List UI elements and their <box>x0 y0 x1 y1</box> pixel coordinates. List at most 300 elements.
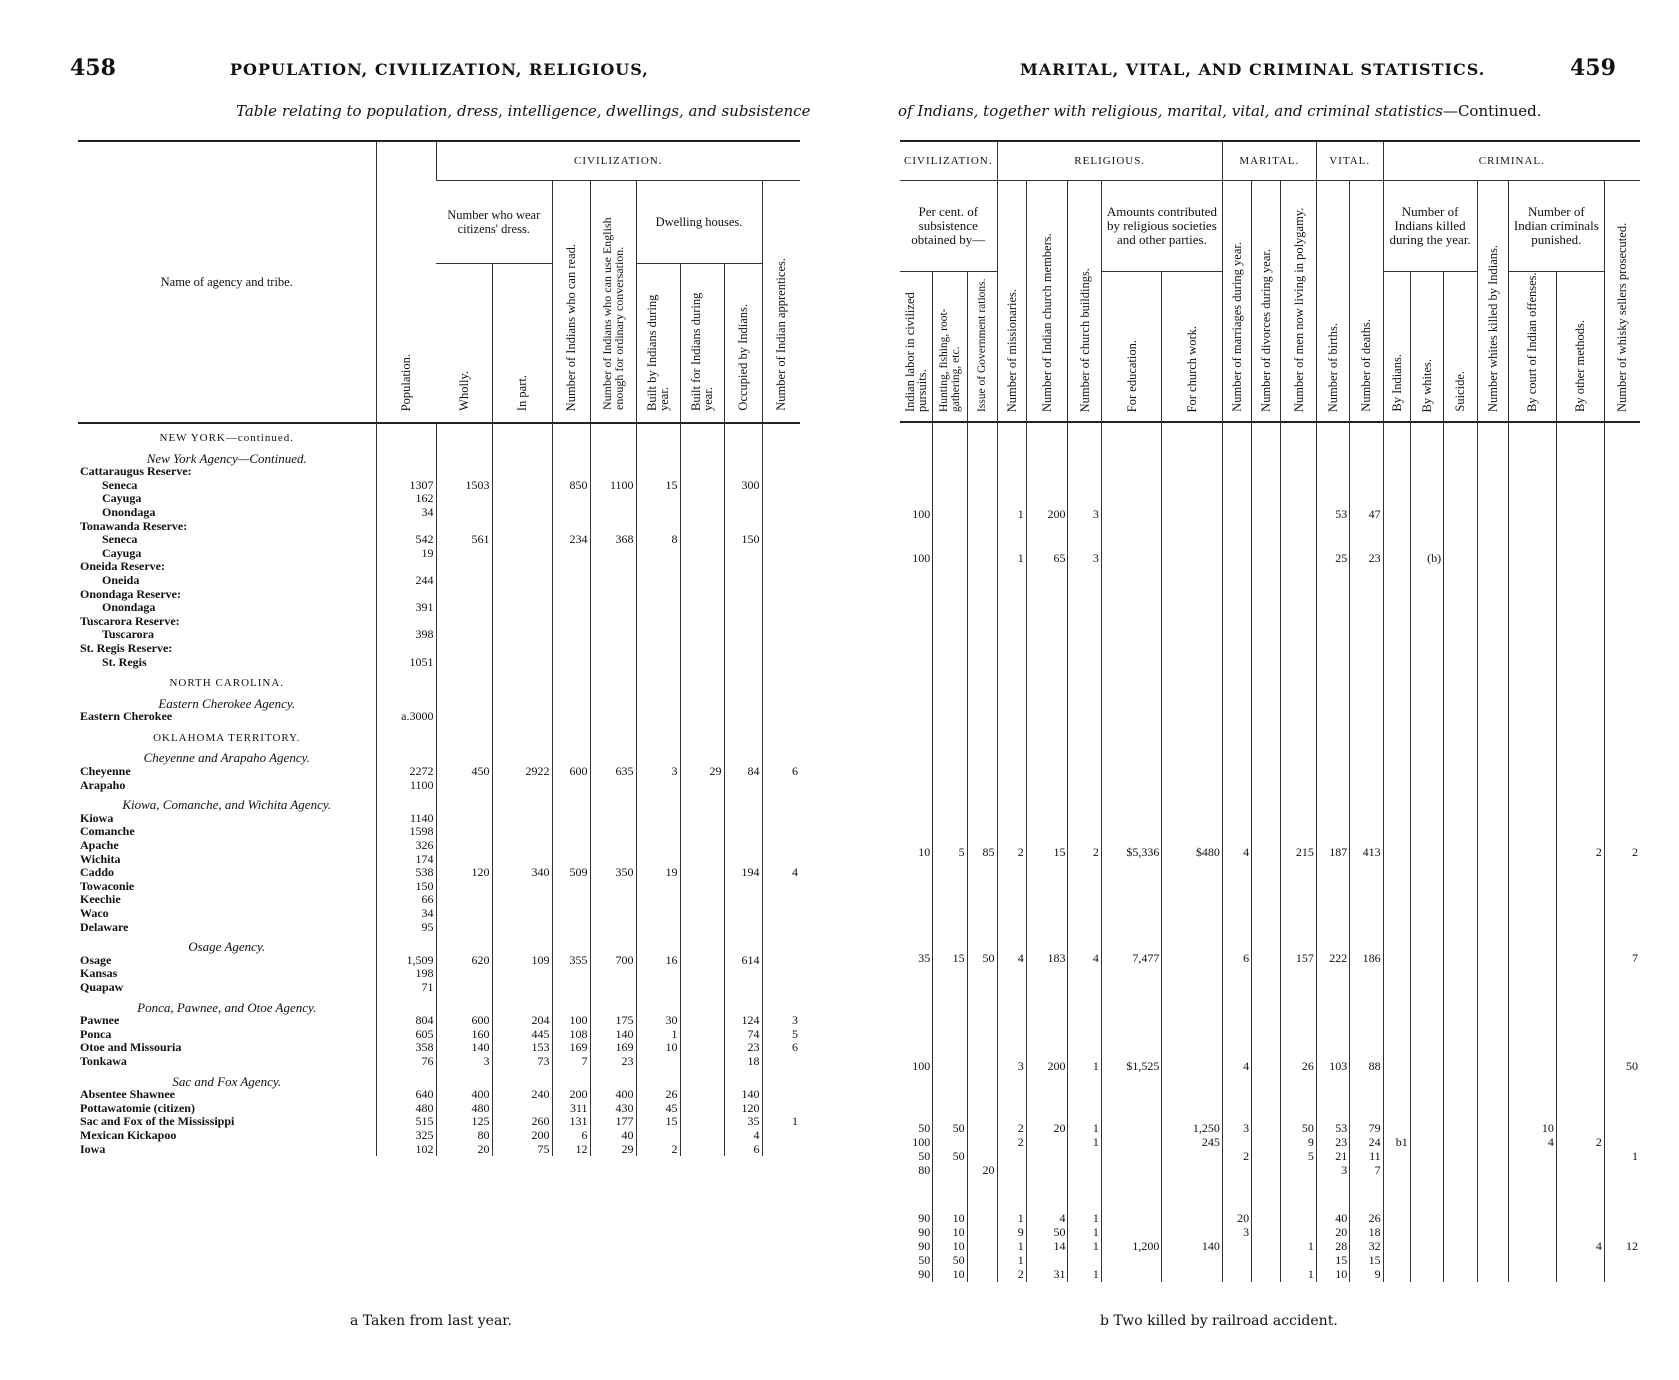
cell-built-for <box>680 628 724 642</box>
cell-appr <box>762 533 800 547</box>
cell-wholly <box>436 588 492 602</box>
cell-english <box>590 574 636 588</box>
cell-in-part <box>492 995 552 1015</box>
cell-births: 53 <box>1316 422 1349 522</box>
cell-hunting: 10 <box>933 1240 967 1254</box>
cell-whites-killed <box>1477 1226 1508 1240</box>
cell-whites-killed <box>1477 1254 1508 1268</box>
row-label: Absentee Shawnee <box>80 1087 175 1102</box>
cell-births: 53 <box>1316 1074 1349 1136</box>
cell-by-court <box>1508 686 1556 710</box>
header-killed: Number of Indians killed during the year. <box>1383 181 1477 272</box>
cell-members: 200 <box>1026 422 1068 522</box>
cell-births: 103 <box>1316 966 1349 1074</box>
row-label: Oneida Reserve: <box>80 559 165 574</box>
cell-by-court <box>1508 860 1556 966</box>
cell-missionaries: 2 <box>997 710 1026 860</box>
header-by-indians: By Indians. <box>1389 354 1404 412</box>
cell-built-by <box>636 601 680 615</box>
footnote-right: b Two killed by railroad accident. <box>1100 1313 1338 1329</box>
table-row <box>78 1102 800 1116</box>
cell-in-part <box>492 839 552 853</box>
cell-suicide <box>1444 566 1477 590</box>
cell-deaths: 15 <box>1350 1254 1383 1268</box>
cell-by-whites <box>1410 590 1443 614</box>
cell-occupied: 74 <box>724 1028 762 1042</box>
cell-church <box>1162 966 1223 1074</box>
table-row <box>900 566 1640 590</box>
cell-rations <box>967 522 997 566</box>
cell-hunting: 10 <box>933 1178 967 1226</box>
cell-whites-killed <box>1477 1240 1508 1254</box>
cell-education <box>1101 1178 1162 1226</box>
cell-buildings: 2 <box>1068 710 1101 860</box>
cell-hunting: 50 <box>933 1150 967 1164</box>
cell-in-part: 75 <box>492 1143 552 1157</box>
cell-whites-killed <box>1477 590 1508 614</box>
cell-english <box>590 853 636 867</box>
cell-births: 40 <box>1316 1178 1349 1226</box>
cell-by-whites <box>1410 1178 1443 1226</box>
cell-missionaries: 1 <box>997 1240 1026 1254</box>
cell-appr <box>762 724 800 746</box>
cell-in-part <box>492 812 552 826</box>
cell-whisky <box>1604 1136 1640 1150</box>
cell-english <box>590 907 636 921</box>
cell-english: 169 <box>590 1041 636 1055</box>
cell-whites-killed <box>1477 860 1508 966</box>
cell-whites-killed <box>1477 1164 1508 1178</box>
cell-pop: 804 <box>376 1014 436 1028</box>
cell-births: 15 <box>1316 1254 1349 1268</box>
cell-wholly <box>436 423 492 446</box>
cell-polygamy: 50 <box>1281 1074 1316 1136</box>
row-label: OKLAHOMA TERRITORY. <box>153 731 301 744</box>
cell-marriages <box>1222 638 1251 662</box>
cell-pop: 76 <box>376 1055 436 1069</box>
cell-in-part: 240 <box>492 1088 552 1102</box>
cell-births: 222 <box>1316 860 1349 966</box>
cell-built-by: 16 <box>636 954 680 968</box>
header-divorces: Number of divorces during year. <box>1259 249 1274 412</box>
cell-by-court <box>1508 1240 1556 1254</box>
cell-appr <box>762 967 800 981</box>
row-label: Onondaga Reserve: <box>80 586 181 601</box>
cell-by-indians <box>1383 566 1410 590</box>
cell-appr: 1 <box>762 1115 800 1129</box>
cell-deaths <box>1350 566 1383 590</box>
cell-missionaries <box>997 590 1026 614</box>
cell-english <box>590 601 636 615</box>
cell-built-for <box>680 520 724 534</box>
cell-in-part <box>492 893 552 907</box>
cell-church <box>1162 566 1223 590</box>
cell-missionaries <box>997 1150 1026 1164</box>
header-by-court: By court of Indian offenses. <box>1525 272 1540 412</box>
cell-occupied <box>724 601 762 615</box>
cell-english <box>590 934 636 954</box>
cell-marriages <box>1222 1136 1251 1150</box>
table-row <box>78 954 800 968</box>
cell-whites-killed <box>1477 614 1508 638</box>
cell-built-by: 2 <box>636 1143 680 1157</box>
page-number-left: 458 <box>70 55 116 81</box>
cell-deaths <box>1350 638 1383 662</box>
cell-rations <box>967 662 997 686</box>
cell-church <box>1162 686 1223 710</box>
cell-by-other <box>1556 1226 1604 1240</box>
cell-pop <box>376 792 436 812</box>
cell-buildings <box>1068 1150 1101 1164</box>
table-row <box>78 446 800 466</box>
cell-by-court <box>1508 614 1556 638</box>
header-marital: MARITAL. <box>1222 142 1316 181</box>
cell-built-by <box>636 615 680 629</box>
cell-labor: 80 <box>918 1163 931 1178</box>
running-head-right: MARITAL, VITAL, AND CRIMINAL STATISTICS. <box>1020 60 1486 79</box>
cell-divorces <box>1252 1136 1281 1150</box>
cell-occupied <box>724 880 762 894</box>
cell-rations <box>967 590 997 614</box>
cell-marriages <box>1222 1268 1251 1282</box>
cell-built-for <box>680 967 724 981</box>
row-label: Kiowa, Comanche, and Wichita Agency. <box>122 797 332 813</box>
table-row <box>900 590 1640 614</box>
right-table <box>900 142 1640 1282</box>
cell-pop: 480 <box>376 1102 436 1116</box>
cell-buildings: 3 <box>1068 422 1101 522</box>
cell-pop: 1307 <box>376 479 436 493</box>
cell-by-whites <box>1410 1254 1443 1268</box>
cell-wholly <box>436 934 492 954</box>
cell-built-by <box>636 934 680 954</box>
cell-occupied <box>724 492 762 506</box>
cell-buildings <box>1068 686 1101 710</box>
table-row <box>900 422 1640 522</box>
cell-in-part <box>492 601 552 615</box>
row-label: Arapaho <box>80 777 126 792</box>
cell-buildings <box>1068 590 1101 614</box>
cell-english <box>590 710 636 724</box>
cell-pop <box>376 1069 436 1089</box>
row-label: Cayuga <box>102 545 142 560</box>
table-row <box>78 1014 800 1028</box>
cell-pop: 71 <box>376 981 436 995</box>
cell-missionaries: 1 <box>997 522 1026 566</box>
subtitle-right-end: —Continued. <box>1442 102 1542 120</box>
cell-suicide <box>1444 1178 1477 1226</box>
cell-built-for <box>680 853 724 867</box>
table-row <box>78 465 800 479</box>
cell-marriages: 2 <box>1222 1150 1251 1164</box>
cell-polygamy <box>1281 662 1316 686</box>
cell-wholly <box>436 506 492 520</box>
cell-by-court: 4 <box>1508 1136 1556 1150</box>
cell-by-indians <box>1383 860 1410 966</box>
cell-missionaries <box>997 614 1026 638</box>
cell-labor <box>900 590 933 614</box>
table-row <box>78 995 800 1015</box>
cell-built-by <box>636 893 680 907</box>
cell-built-by <box>636 967 680 981</box>
cell-built-by <box>636 588 680 602</box>
cell-by-other <box>1556 1254 1604 1268</box>
cell-wholly <box>436 656 492 670</box>
cell-by-other: 2 <box>1556 1136 1604 1150</box>
cell-members <box>1026 638 1068 662</box>
cell-education: 7,477 <box>1101 860 1162 966</box>
cell-english <box>590 465 636 479</box>
table-row <box>78 547 800 561</box>
cell-read <box>552 628 590 642</box>
cell-divorces <box>1252 566 1281 590</box>
cell-education <box>1101 686 1162 710</box>
cell-marriages <box>1222 1254 1251 1268</box>
cell-rations <box>967 1254 997 1268</box>
cell-built-by: 26 <box>636 1088 680 1102</box>
table-row <box>900 1074 1640 1136</box>
cell-wholly <box>436 574 492 588</box>
cell-whisky <box>1604 522 1640 566</box>
cell-polygamy <box>1281 1164 1316 1178</box>
table-row <box>78 423 800 446</box>
cell-wholly <box>436 1069 492 1089</box>
table-row <box>78 812 800 826</box>
cell-built-by: 19 <box>636 866 680 880</box>
header-built-for: Built for Indians during year. <box>689 292 715 411</box>
cell-english <box>590 825 636 839</box>
header-church-members: Number of Indian church members. <box>1040 233 1055 412</box>
cell-divorces <box>1252 860 1281 966</box>
cell-built-for <box>680 1129 724 1143</box>
header-criminals: Number of Indian criminals punished. <box>1508 181 1604 272</box>
row-label: Pottawatomie (citizen) <box>80 1100 195 1115</box>
cell-rations <box>967 686 997 710</box>
table-row <box>900 1240 1640 1254</box>
cell-members <box>1026 590 1068 614</box>
cell-built-by <box>636 656 680 670</box>
cell-whites-killed <box>1477 1136 1508 1150</box>
cell-missionaries: 2 <box>997 1268 1026 1282</box>
cell-rations <box>967 1226 997 1240</box>
cell-church: 140 <box>1162 1240 1223 1254</box>
row-label: Towaconie <box>80 878 135 893</box>
cell-built-for <box>680 1014 724 1028</box>
cell-by-whites <box>1410 1240 1443 1254</box>
cell-members <box>1026 1136 1068 1150</box>
cell-occupied <box>724 745 762 765</box>
cell-members: 14 <box>1026 1240 1068 1254</box>
header-by-other: By other methods. <box>1573 319 1588 412</box>
subtitle-right-text: of Indians, together with religious, marital, vital, and criminal statistics <box>898 102 1443 120</box>
cell-read <box>552 921 590 935</box>
cell-appr <box>762 1069 800 1089</box>
cell-pop: 2272 <box>376 765 436 779</box>
cell-english: 635 <box>590 765 636 779</box>
cell-by-court <box>1508 710 1556 860</box>
cell-appr <box>762 995 800 1015</box>
cell-built-for <box>680 691 724 711</box>
cell-by-court <box>1508 422 1556 522</box>
cell-by-court <box>1508 1150 1556 1164</box>
cell-built-for <box>680 601 724 615</box>
cell-rations: 85 <box>967 710 997 860</box>
table-row <box>78 710 800 724</box>
cell-in-part <box>492 691 552 711</box>
cell-whisky <box>1604 1074 1640 1136</box>
cell-english <box>590 691 636 711</box>
row-label: Comanche <box>80 824 135 839</box>
table-row <box>78 574 800 588</box>
row-label: St. Regis Reserve: <box>80 640 173 655</box>
cell-buildings: 1 <box>1068 1240 1101 1254</box>
cell-marriages <box>1222 662 1251 686</box>
header-births: Number of births. <box>1326 322 1341 412</box>
cell-built-for <box>680 506 724 520</box>
cell-appr: 4 <box>762 866 800 880</box>
cell-hunting: 50 <box>933 1074 967 1136</box>
cell-members: 183 <box>1026 860 1068 966</box>
cell-births <box>1316 662 1349 686</box>
cell-suicide <box>1444 966 1477 1074</box>
cell-read <box>552 446 590 466</box>
cell-occupied <box>724 656 762 670</box>
cell-whisky <box>1604 686 1640 710</box>
cell-marriages: 3 <box>1222 1074 1251 1136</box>
table-row <box>78 1143 800 1157</box>
cell-wholly: 480 <box>436 1102 492 1116</box>
cell-built-for <box>680 745 724 765</box>
cell-rations <box>967 1240 997 1254</box>
header-in-part: In part. <box>515 374 529 411</box>
cell-english: 430 <box>590 1102 636 1116</box>
cell-divorces <box>1252 1164 1281 1178</box>
row-label: Waco <box>80 906 109 920</box>
cell-occupied <box>724 642 762 656</box>
cell-occupied <box>724 628 762 642</box>
cell-suicide <box>1444 1226 1477 1240</box>
cell-by-other <box>1556 1164 1604 1178</box>
cell-suicide <box>1444 1136 1477 1150</box>
table-row <box>78 669 800 691</box>
header-built-by: Built by Indians during year. <box>645 294 671 411</box>
cell-built-for <box>680 423 724 446</box>
cell-pop <box>376 520 436 534</box>
cell-built-for <box>680 533 724 547</box>
cell-appr <box>762 1055 800 1069</box>
cell-hunting <box>933 662 967 686</box>
row-label: St. Regis <box>102 654 147 669</box>
row-label: NEW YORK—continued. <box>159 432 294 444</box>
cell-buildings: 1 <box>1068 1074 1101 1136</box>
cell-english: 175 <box>590 1014 636 1028</box>
cell-english <box>590 893 636 907</box>
cell-occupied: 194 <box>724 866 762 880</box>
cell-appr <box>762 669 800 691</box>
table-row <box>78 934 800 954</box>
cell-read <box>552 520 590 534</box>
cell-rations <box>967 1074 997 1136</box>
cell-by-indians <box>1383 1240 1410 1254</box>
cell-english <box>590 921 636 935</box>
cell-wholly <box>436 921 492 935</box>
cell-church <box>1162 1268 1223 1282</box>
cell-by-indians <box>1383 1178 1410 1226</box>
cell-in-part: 204 <box>492 1014 552 1028</box>
cell-church: 1,250 <box>1162 1074 1223 1136</box>
cell-appr <box>762 893 800 907</box>
header-name: Name of agency and tribe. <box>160 275 293 289</box>
table-row <box>900 1226 1640 1240</box>
cell-pop: 515 <box>376 1115 436 1129</box>
cell-occupied <box>724 995 762 1015</box>
cell-church <box>1162 590 1223 614</box>
cell-buildings: 3 <box>1068 522 1101 566</box>
cell-divorces <box>1252 1074 1281 1136</box>
cell-marriages: 4 <box>1222 966 1251 1074</box>
cell-by-court <box>1508 1164 1556 1178</box>
cell-births: 20 <box>1316 1226 1349 1240</box>
cell-wholly <box>436 710 492 724</box>
cell-in-part <box>492 745 552 765</box>
cell-read <box>552 615 590 629</box>
cell-built-by <box>636 574 680 588</box>
cell-wholly <box>436 465 492 479</box>
cell-read <box>552 1069 590 1089</box>
row-label: Cheyenne <box>80 764 131 779</box>
cell-occupied <box>724 465 762 479</box>
cell-hunting <box>933 422 967 522</box>
cell-deaths: 32 <box>1350 1240 1383 1254</box>
cell-education <box>1101 522 1162 566</box>
cell-pop <box>376 669 436 691</box>
cell-wholly <box>436 893 492 907</box>
header-church-buildings: Number of church buildings. <box>1077 267 1092 412</box>
header-marriages: Number of marriages during year. <box>1230 242 1245 412</box>
cell-built-by <box>636 423 680 446</box>
cell-english: 1100 <box>590 479 636 493</box>
cell-polygamy <box>1281 1178 1316 1226</box>
cell-deaths: 9 <box>1350 1268 1383 1282</box>
cell-deaths: 26 <box>1350 1178 1383 1226</box>
cell-occupied: 4 <box>724 1129 762 1143</box>
cell-read <box>552 492 590 506</box>
cell-buildings <box>1068 1164 1101 1178</box>
cell-occupied: 300 <box>724 479 762 493</box>
table-row <box>900 662 1640 686</box>
cell-in-part <box>492 533 552 547</box>
cell-labor: 100 <box>912 1059 931 1074</box>
cell-marriages: 3 <box>1222 1226 1251 1240</box>
cell-pop: 358 <box>376 1041 436 1055</box>
cell-built-by <box>636 691 680 711</box>
cell-pop <box>376 446 436 466</box>
cell-built-for <box>680 1143 724 1157</box>
cell-built-by <box>636 465 680 479</box>
table-row <box>900 686 1640 710</box>
cell-appr: 6 <box>762 1041 800 1055</box>
cell-built-by <box>636 981 680 995</box>
cell-divorces <box>1252 1254 1281 1268</box>
cell-wholly: 3 <box>436 1055 492 1069</box>
cell-members: 65 <box>1026 522 1068 566</box>
header-occupied: Occupied by Indians. <box>736 304 750 411</box>
cell-polygamy: 215 <box>1281 710 1316 860</box>
cell-built-by <box>636 853 680 867</box>
row-label: Sac and Fox of the Mississippi <box>80 1114 235 1129</box>
row-label: Kiowa <box>80 810 114 825</box>
cell-in-part <box>492 981 552 995</box>
